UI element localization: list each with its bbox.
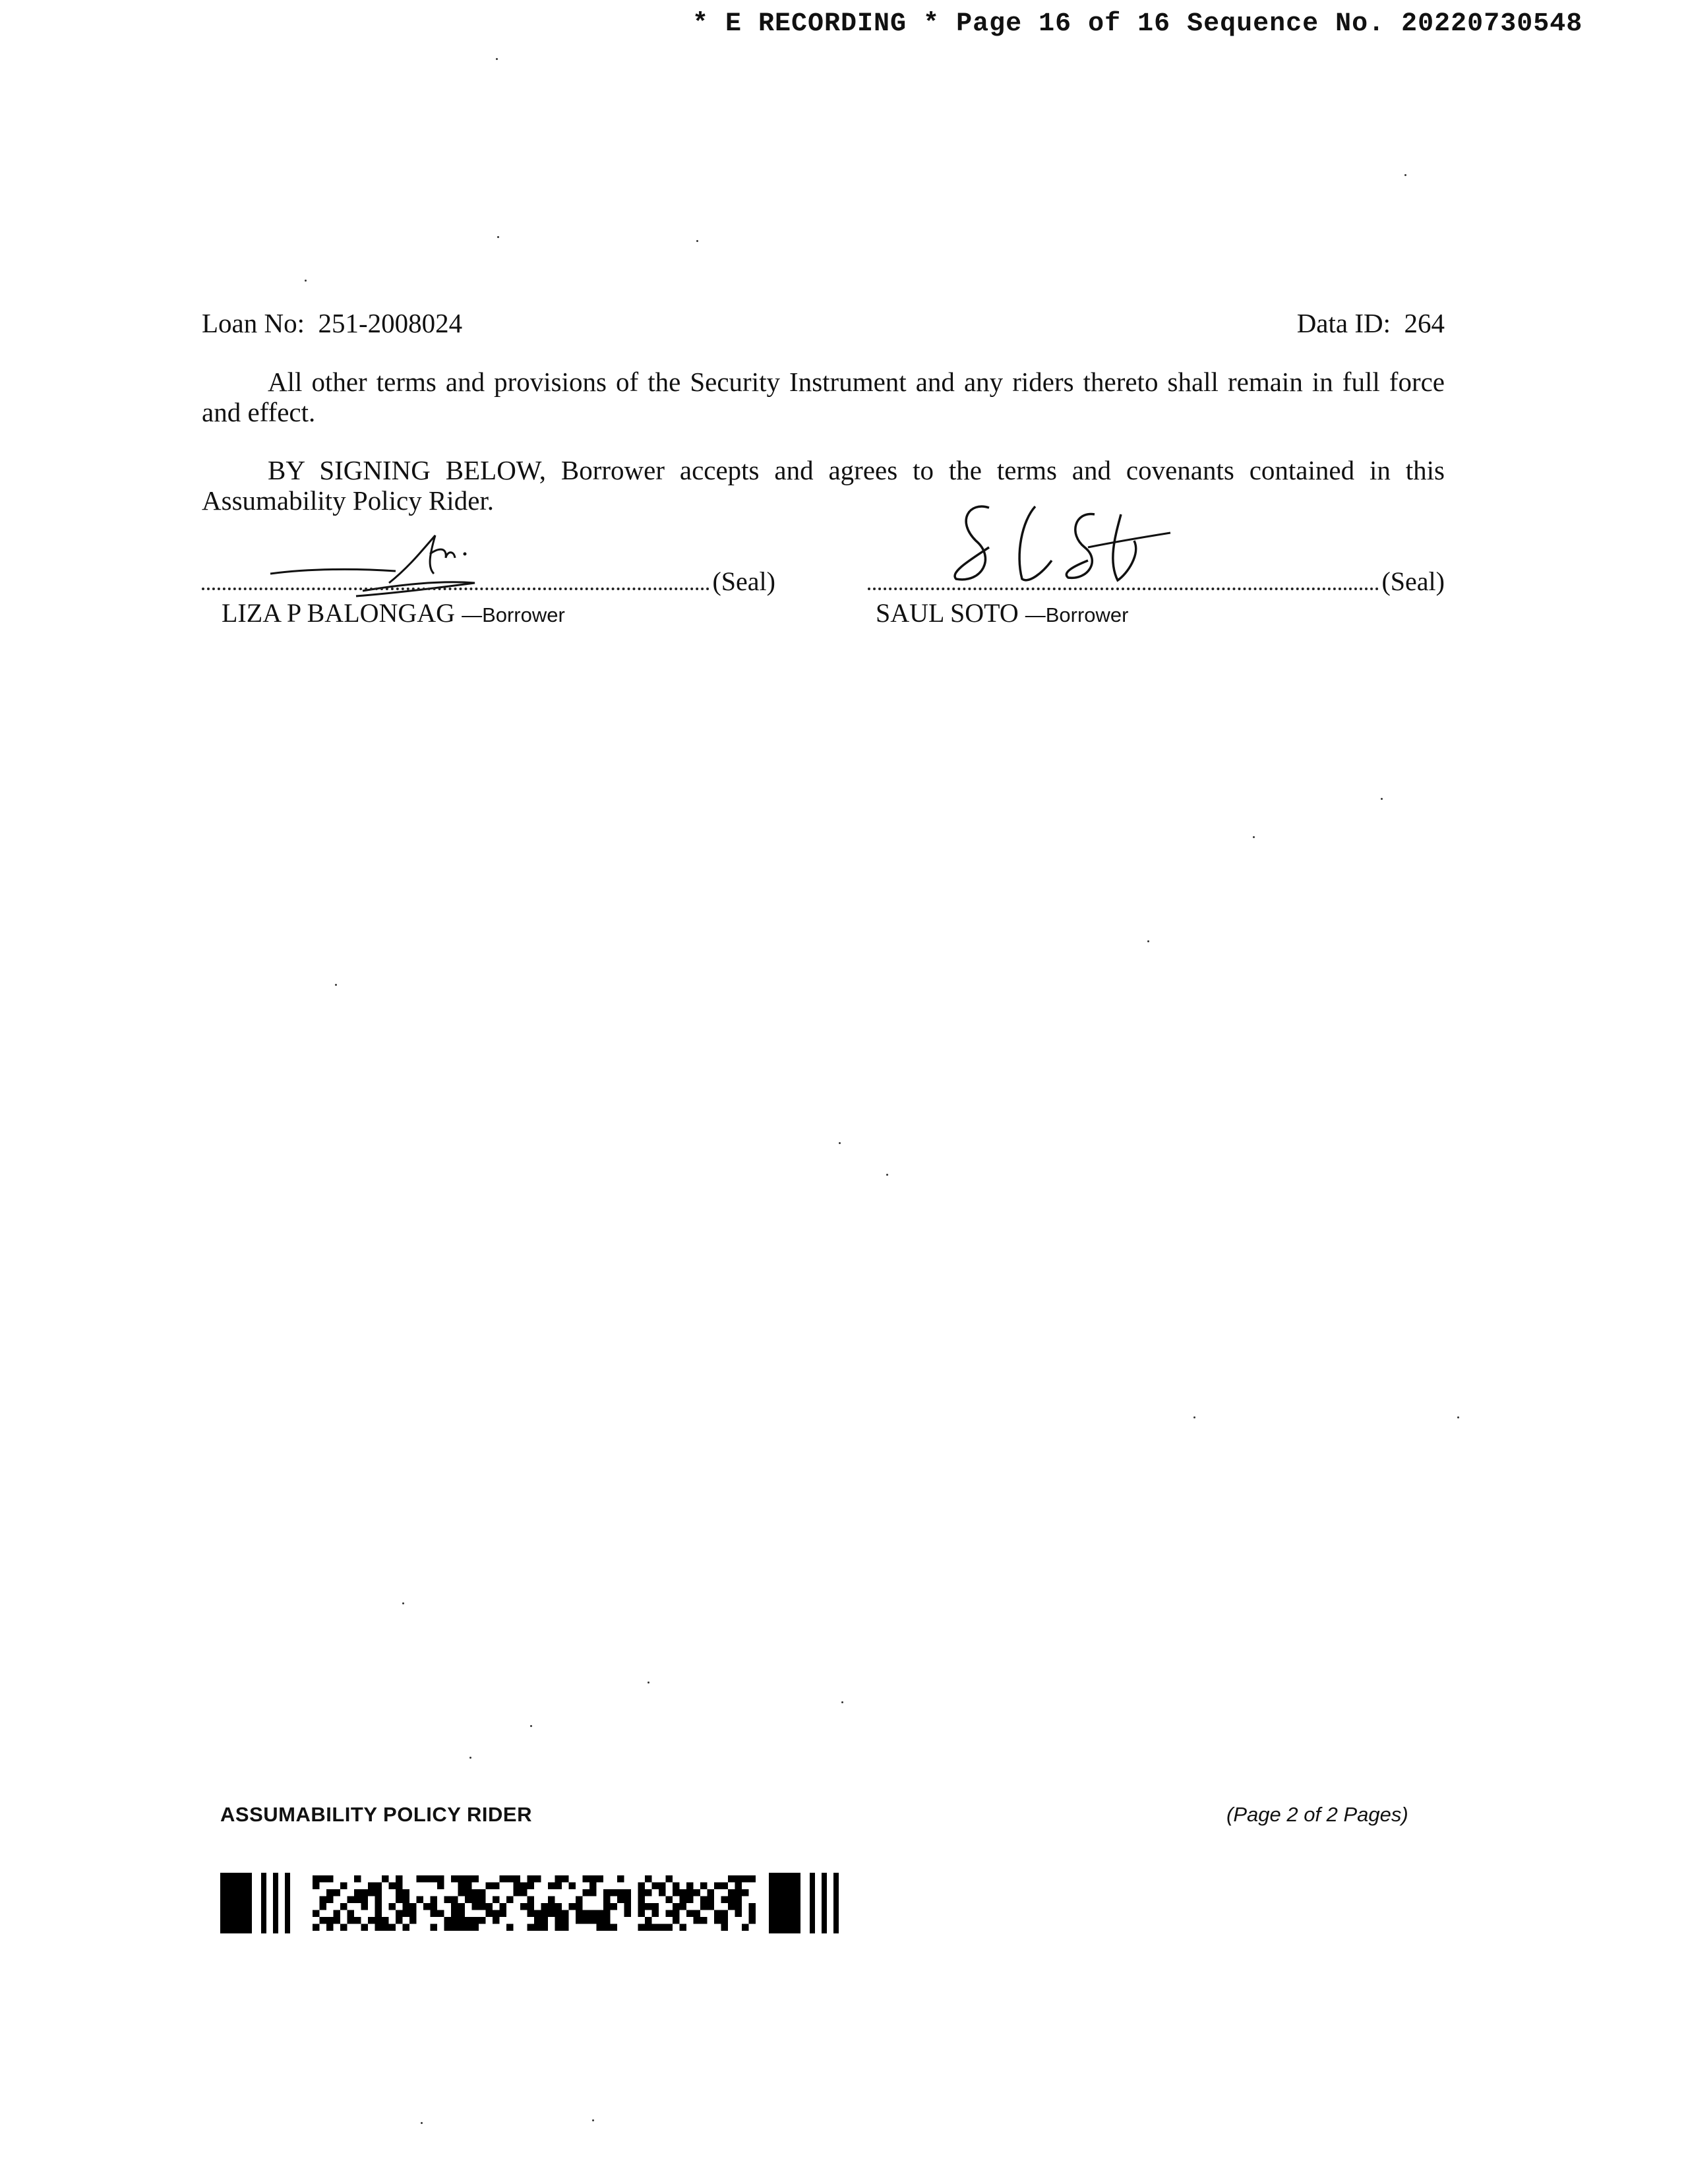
scan-speck (530, 1725, 532, 1727)
scan-speck (886, 1174, 888, 1176)
seal-label: (Seal) (1381, 566, 1445, 596)
loan-number-label: Loan No: (202, 308, 305, 338)
scan-speck (305, 280, 307, 282)
scan-speck (648, 1682, 649, 1684)
scan-speck (839, 1142, 841, 1144)
scan-speck (1253, 836, 1255, 838)
data-id-value: 264 (1404, 308, 1445, 338)
scan-speck (841, 1701, 843, 1703)
scan-speck (496, 58, 498, 60)
borrower-2-signature-line (868, 566, 1445, 597)
scan-speck (497, 236, 499, 238)
scan-speck (1193, 1416, 1195, 1418)
signature-dotted-line (202, 588, 709, 590)
data-id (1297, 307, 1445, 339)
scan-speck (1404, 174, 1406, 176)
scan-speck (696, 240, 698, 242)
borrower-1-signature-line (202, 566, 775, 597)
scan-speck (592, 2119, 594, 2121)
document-title: ASSUMABILITY POLICY RIDER (220, 1803, 532, 1826)
loan-number-value: 251-2008024 (318, 308, 463, 338)
recording-stamp: * E RECORDING * Page 16 of 16 Sequence No. 20220730548 (692, 9, 1583, 39)
scan-speck (1381, 798, 1383, 800)
scan-speck (1147, 940, 1149, 942)
borrower-2-name: SAUL SOTO (876, 598, 1019, 628)
scan-speck (402, 1602, 404, 1604)
document-barcode (220, 1873, 873, 1935)
loan-info-line (202, 307, 1445, 339)
scan-speck (421, 2122, 423, 2124)
seal-label: (Seal) (712, 566, 775, 596)
borrower-1-name: LIZA P BALONGAG (222, 598, 456, 628)
signature-dotted-line (868, 588, 1379, 590)
page-indicator: (Page 2 of 2 Pages) (1226, 1803, 1408, 1826)
scan-speck (1457, 1416, 1459, 1418)
loan-number (202, 307, 462, 339)
borrower-1-name-block (222, 597, 565, 628)
data-id-label: Data ID: (1296, 308, 1391, 338)
borrower-2-role: —Borrower (1025, 603, 1129, 626)
scan-speck (469, 1757, 471, 1759)
terms-paragraph: All other terms and provisions of the Security Instrument and any riders thereto shall remain in full force and effect. (202, 367, 1445, 427)
borrower-1-role: —Borrower (462, 603, 565, 626)
borrower-2-name-block (876, 597, 1128, 628)
scan-speck (335, 984, 337, 986)
signing-paragraph: BY SIGNING BELOW, Borrower accepts and agrees to the terms and covenants contained in this Assumability Policy Rider. (202, 455, 1445, 516)
